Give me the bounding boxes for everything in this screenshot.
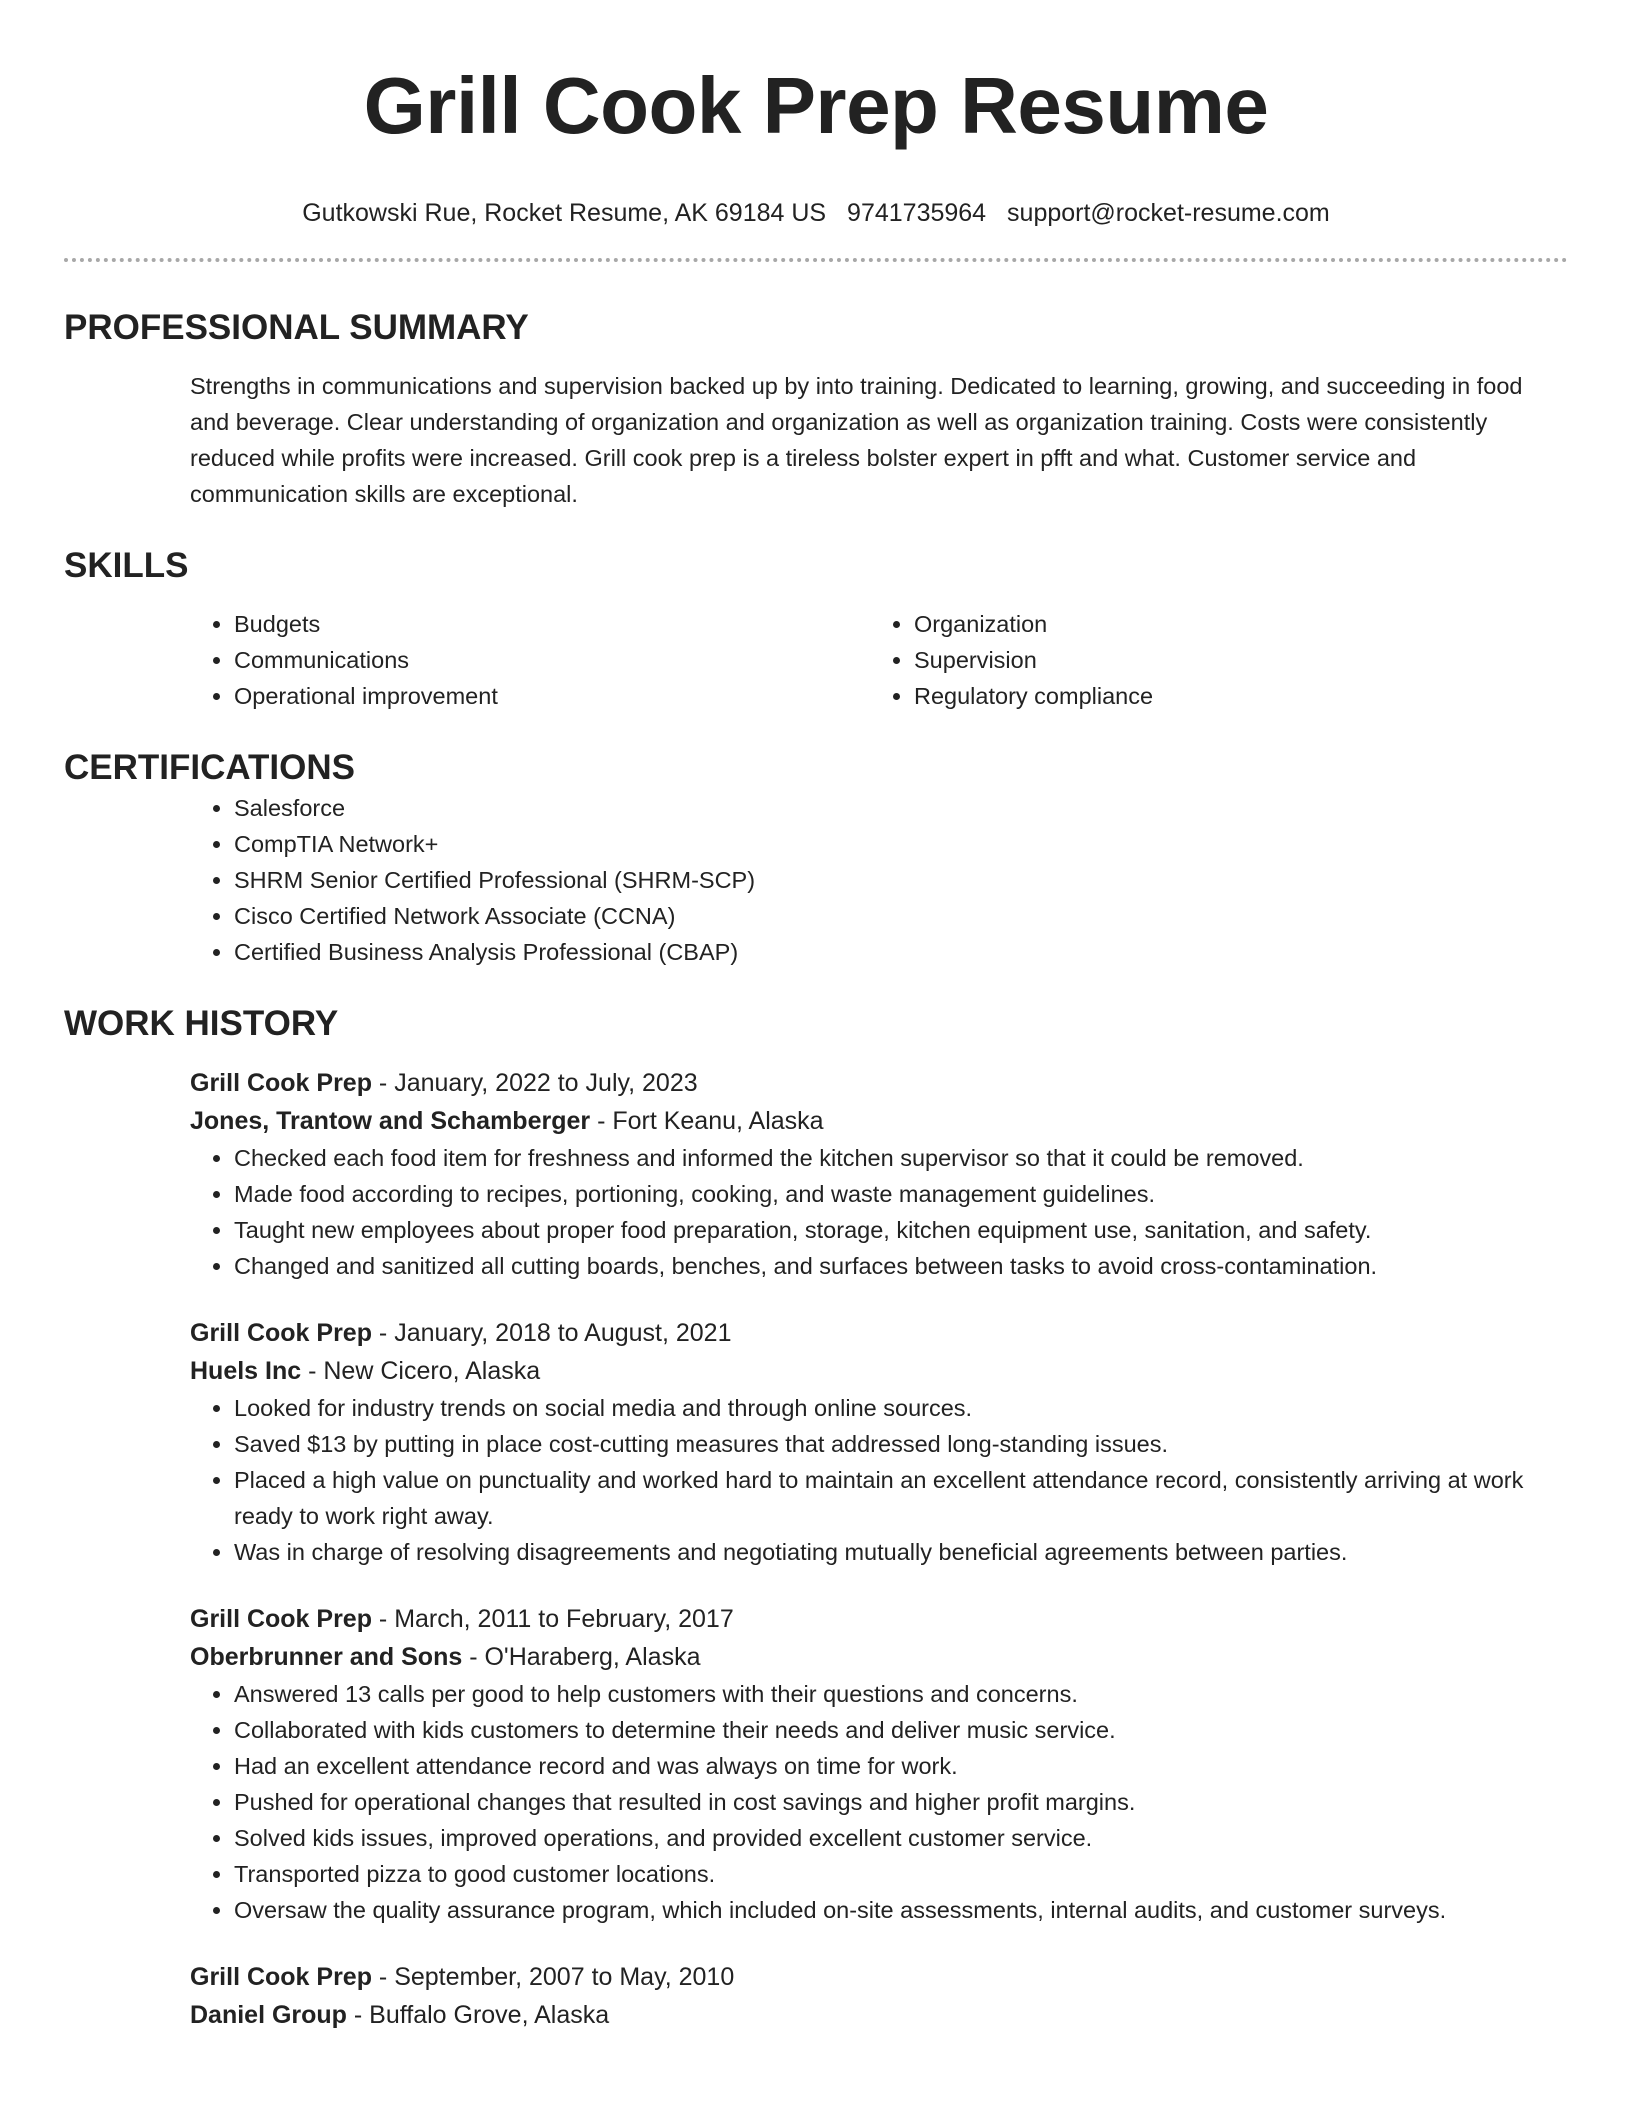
job-bullets [190, 1676, 1568, 1928]
contact-address: Gutkowski Rue, Rocket Resume, AK 69184 US [302, 199, 827, 227]
job-bullet: • Checked each food item for freshness and informed the kitchen supervisor so that it could be removed. [234, 1140, 1568, 1176]
job-location: - New Cicero, Alaska [301, 1357, 541, 1385]
job-bullet: • Saved $13 by putting in place cost-cutting measures that addressed long-standing issues. [234, 1426, 1568, 1462]
job-entry [190, 1600, 1568, 1928]
skill-item: • Regulatory compliance [914, 678, 1550, 714]
job-bullets [190, 1140, 1568, 1284]
skill-item: • Communications [234, 642, 870, 678]
job-title-line [190, 1064, 1568, 1102]
job-role: Grill Cook Prep [190, 1963, 372, 1991]
certification-item: • CompTIA Network+ [234, 826, 1568, 862]
job-bullet: • Looked for industry trends on social media and through online sources. [234, 1390, 1568, 1426]
job-bullet: • Solved kids issues, improved operations, and provided excellent customer service. [234, 1820, 1568, 1856]
job-bullet: • Answered 13 calls per good to help customers with their questions and concerns. [234, 1676, 1568, 1712]
certifications-heading: CERTIFICATIONS [64, 748, 356, 787]
job-bullet: • Collaborated with kids customers to determine their needs and deliver music service. [234, 1712, 1568, 1748]
job-dates: - March, 2011 to February, 2017 [371, 1605, 734, 1633]
resume-title: Grill Cook Prep Resume [363, 61, 1269, 150]
job-bullet: • Changed and sanitized all cutting boards, benches, and surfaces between tasks to avoid cross-contamination. [234, 1248, 1568, 1284]
job-bullet: • Was in charge of resolving disagreements and negotiating mutually beneficial agreements between parties. [234, 1534, 1568, 1570]
job-bullet: • Placed a high value on punctuality and worked hard to maintain an excellent attendance record, consistently arriving at work ready to work right away. [234, 1462, 1568, 1534]
certifications-section [64, 746, 1568, 970]
job-bullet: • Had an excellent attendance record and was always on time for work. [234, 1748, 1568, 1784]
job-company: Oberbrunner and Sons [190, 1643, 463, 1671]
job-company: Jones, Trantow and Schamberger [190, 1107, 591, 1135]
job-bullets [190, 1390, 1568, 1570]
certification-item: • SHRM Senior Certified Professional (SHRM-SCP) [234, 862, 1568, 898]
skills-column-right [870, 606, 1550, 714]
contact-email: support@rocket-resume.com [1007, 199, 1330, 227]
certification-item: • Certified Business Analysis Professional (CBAP) [234, 934, 1568, 970]
job-dates: - January, 2022 to July, 2023 [371, 1069, 698, 1097]
job-bullet: • Pushed for operational changes that resulted in cost savings and higher profit margins. [234, 1784, 1568, 1820]
job-company-line [190, 1638, 1568, 1676]
certifications-list [190, 790, 1568, 970]
job-company: Huels Inc [190, 1357, 302, 1385]
skill-item: • Organization [914, 606, 1550, 642]
job-company-line [190, 1996, 1568, 2034]
skills-grid [190, 606, 1568, 714]
job-location: - O'Haraberg, Alaska [462, 1643, 701, 1671]
job-bullet: • Made food according to recipes, portioning, cooking, and waste management guidelines. [234, 1176, 1568, 1212]
work-history-section [64, 1002, 1568, 2034]
professional-summary-heading: PROFESSIONAL SUMMARY [64, 308, 529, 347]
job-role: Grill Cook Prep [190, 1319, 372, 1347]
resume-header [64, 0, 1568, 230]
job-company-line [190, 1352, 1568, 1390]
skills-heading: SKILLS [64, 546, 189, 585]
job-bullet: • Taught new employees about proper food preparation, storage, kitchen equipment use, sanitation, and safety. [234, 1212, 1568, 1248]
certification-item: • Salesforce [234, 790, 1568, 826]
contact-line [64, 196, 1568, 230]
job-dates: - September, 2007 to May, 2010 [371, 1963, 735, 1991]
job-role: Grill Cook Prep [190, 1069, 372, 1097]
job-entry [190, 1064, 1568, 1284]
job-title-line [190, 1314, 1568, 1352]
header-divider [64, 258, 1568, 262]
job-bullet: • Transported pizza to good customer locations. [234, 1856, 1568, 1892]
skill-item: • Budgets [234, 606, 870, 642]
job-dates: - January, 2018 to August, 2021 [371, 1319, 732, 1347]
job-company-line [190, 1102, 1568, 1140]
job-title-line [190, 1958, 1568, 1996]
work-history-heading: WORK HISTORY [64, 1004, 339, 1043]
skills-section [64, 544, 1568, 714]
professional-summary-section [64, 306, 1568, 512]
skill-item: • Operational improvement [234, 678, 870, 714]
job-entry [190, 1958, 1568, 2034]
professional-summary-text: Strengths in communications and supervision backed up by into training. Dedicated to learning, growing, and succeeding in food and beverage. Clear understanding of organization and organization as well as organization training. Costs were consistently reduced while profits were increased. Grill cook prep is a tireless bolster expert in pfft and what. Customer service and communication skills are exceptional. [190, 373, 1523, 507]
skill-item: • Supervision [914, 642, 1550, 678]
contact-phone: 9741735964 [847, 199, 987, 227]
skills-column-left [190, 606, 870, 714]
job-title-line [190, 1600, 1568, 1638]
job-role: Grill Cook Prep [190, 1605, 372, 1633]
job-location: - Buffalo Grove, Alaska [346, 2001, 610, 2029]
job-entry [190, 1314, 1568, 1570]
job-bullet: • Oversaw the quality assurance program, which included on-site assessments, internal audits, and customer surveys. [234, 1892, 1568, 1928]
certification-item: • Cisco Certified Network Associate (CCNA) [234, 898, 1568, 934]
job-company: Daniel Group [190, 2001, 347, 2029]
job-location: - Fort Keanu, Alaska [590, 1107, 824, 1135]
